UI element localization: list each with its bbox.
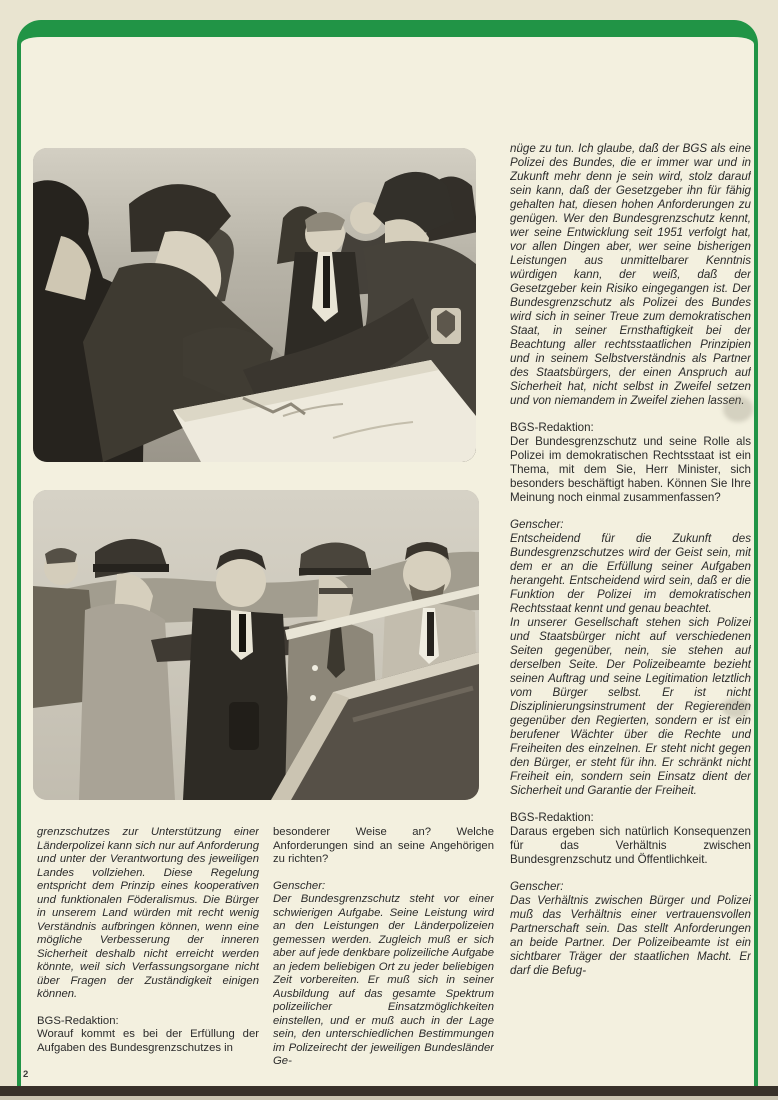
page-edge-shadow — [0, 1086, 778, 1096]
paragraph-question-continued: besonderer Weise an? Welche Anforderungen sind an seine Angehörigen zu richten? — [273, 826, 494, 865]
paragraph-answer-continued: nüge zu tun. Ich glaube, daß der BGS als eine Polizei des Bundes, die er immer war und in Zukunft mehr denn je sein wird, stolz darauf sein kann, daß der Gesetzgeber ihn für fähig gehalten hat, diesen hohen Anforderungen zu genügen. Wer den Bundesgrenzschutz kennt, wer seine Entwicklung seit 1951 verfolgt hat, vor allen Dingen aber, wer seine bisherigen Leistungen aus unmittelbarer Kenntnis würdigen kann, der weiß, daß der Gesetzgeber kein Risiko eingegangen ist. Der Bundesgrenzschutz als Polizei des Bundes wird sich in seiner Treue zum demokratischen Staat, in seiner Ernsthaftigkeit bei der Beachtung aller rechtsstaatlichen Prinzipien und in seinem Selbstverständnis als Partner des Staatsbürgers, der einen Anspruch auf Sicherheit hat, nicht selbst in Zweifel setzen und von niemandem in Zweifel ziehen lassen. — [510, 142, 751, 407]
paragraph-question: Worauf kommt es bei der Erfüllung der Aufgaben des Bundesgrenzschutzes in — [37, 1028, 259, 1054]
paragraph-question: Der Bundesgrenzschutz und seine Rolle als Polizei im demokratischen Rechtsstaat ist ein Thema, mit dem Sie, Herr Minister, sich besonders beschäftigt haben. Können Sie Ihre Meinung noch einmal zusammenfassen? — [510, 435, 751, 504]
interviewer-label: BGS-Redaktion: — [510, 421, 594, 434]
page-number: 2 — [23, 1069, 29, 1080]
interviewer-label: BGS-Redaktion: — [510, 811, 594, 824]
bottom-photo — [33, 490, 479, 800]
interviewee-label: Genscher: — [510, 880, 564, 893]
paragraph-question: Daraus ergeben sich natürlich Konsequenzen für das Verhältnis zwischen Bundesgrenzschutz und Öffentlichkeit. — [510, 825, 751, 866]
scan-smudge — [723, 396, 753, 422]
top-photo — [33, 148, 476, 462]
page-edge — [0, 1096, 778, 1100]
bottom-left-text-column — [37, 826, 259, 1088]
scan-smudge — [722, 698, 750, 718]
paragraph-answer: Entscheidend für die Zukunft des Bundesgrenzschutzes wird der Geist sein, mit dem er an die Erfüllung seiner Aufgaben herangeht. Entscheidend wird sein, daß er die Funktion der Polizei im demokratischen Rechtsstaat kennt und genau beachtet. — [510, 532, 751, 615]
bottom-middle-text-column — [273, 826, 494, 1088]
interviewee-label: Genscher: — [273, 879, 326, 892]
top-photo-illustration — [33, 148, 476, 462]
paragraph-answer: Der Bundesgrenzschutz steht vor einer schwierigen Aufgabe. Seine Leistung wird an den Leistungen der Länderpolizeien gemessen werden. Zugleich muß er sich aber auf jede denkbare polizeiliche Aufgabe an jedem beliebigen Ort zu jeder beliebigen Zeit vorbereiten. Er muß sich in seiner Ausbildung auf das gesamte Spektrum polizeilicher Einsatzmöglichkeiten einstellen, und er muß auch in der Lage sein, den unterschiedlichen Bestimmungen im Polizeirecht der jeweiligen Bundesländer Ge- — [273, 893, 494, 1067]
interviewee-label: Genscher: — [510, 518, 564, 531]
bottom-photo-illustration — [33, 490, 479, 800]
paragraph-answer: In unserer Gesellschaft stehen sich Polizei und Staatsbürger nicht auf verschiedenen Seiten gegenüber, nein, sie stehen auf derselben Seite. Der Polizeibeamte bezieht seinen Auftrag und seine Legitimation letztlich vom Bürger selbst. Er ist nicht Disziplinierungsinstrument der Regierenden gegenüber den Regierten, sondern er ist ein berufener Wächter über die Rechte und Freiheiten des einzelnen. Er steht nicht gegen den Bürger, er steht für ihn. Er schränkt nicht Freiheit ein, sondern sein Einsatz dient der Sicherheit und Garantie der Freiheit. — [510, 616, 751, 797]
right-text-column — [510, 142, 751, 1087]
interviewer-label: BGS-Redaktion: — [37, 1014, 119, 1027]
paragraph-answer-continued: grenzschutzes zur Unterstützung einer Länderpolizei kann sich nur auf Anforderung und unter der Verantwortung des jeweiligen Landes vollziehen. Diese Regelung entspricht dem Prinzip eines kooperativen und funktionalen Föderalismus. Die Bürger in unserem Land würden mit recht wenig Verständnis aufbringen können, wenn eine mögliche Verbesserung der inneren Sicherheit deshalb nicht erreicht werden könnte, weil sich Verfassungsorgane nicht über Fragen der Zuständigkeit einigen können. — [37, 826, 259, 1000]
paragraph-answer: Das Verhältnis zwischen Bürger und Polizei muß das Verhältnis einer vertrauensvollen Partnerschaft sein. Das stellt Anforderungen an beide Partner. Der Polizeibeamte ist ein sichtbarer Träger der staatlichen Macht. Er darf die Befug- — [510, 894, 751, 977]
